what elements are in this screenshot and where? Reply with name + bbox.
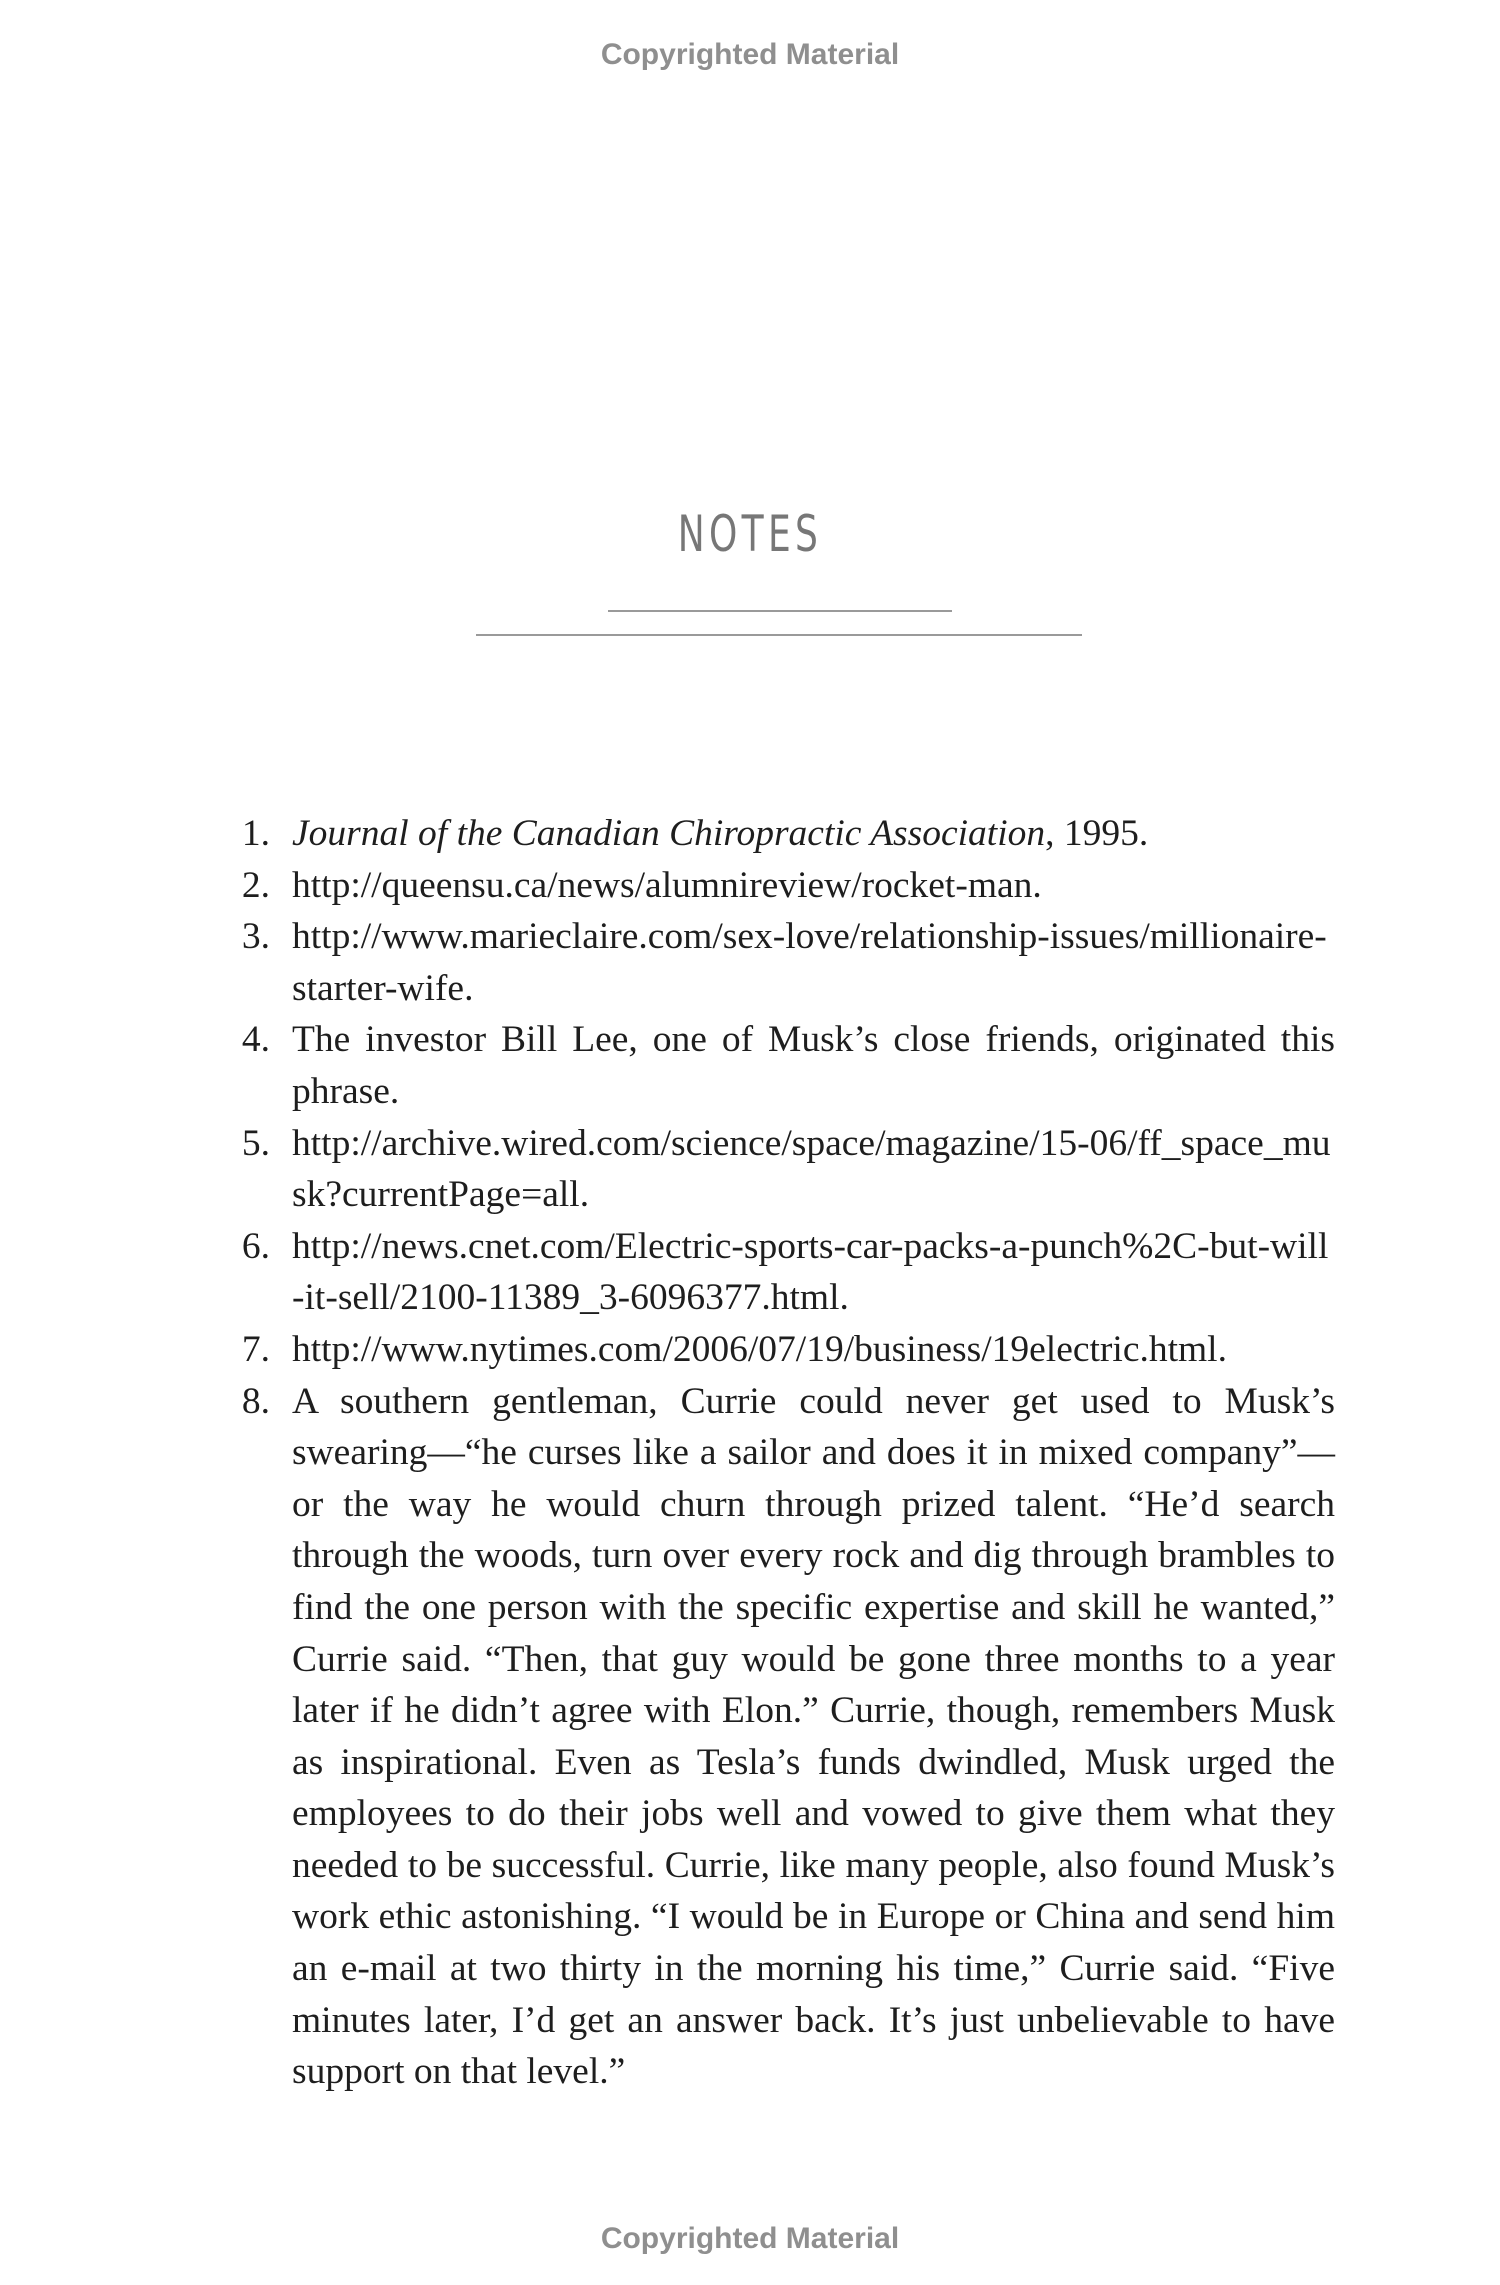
note-item-1: [232, 808, 1335, 860]
page-title: NOTES: [677, 505, 823, 563]
note-link[interactable]: http://www.marieclaire.com/sex-love/relationship-issues/millionaire-starter-wife.: [292, 916, 1327, 1009]
note-link[interactable]: http://queensu.ca/news/alumnireview/rocket-man.: [292, 864, 1042, 906]
journal-title: Journal of the Canadian Chiropractic Association: [292, 813, 1046, 854]
title-rule-short: [608, 610, 952, 612]
note-link[interactable]: http://www.nytimes.com/2006/07/19/business/19electric.html.: [292, 1328, 1227, 1370]
note-number: 7.: [241, 1328, 270, 1370]
note-number: 3.: [241, 916, 270, 958]
note-text: The investor Bill Lee, one of Musk’s close friends, originated this phrase.: [292, 1019, 1335, 1112]
note-item-4: [232, 1014, 1335, 1117]
note-item-6: [232, 1221, 1335, 1324]
note-item-8: [232, 1376, 1335, 2098]
note-item-7: [232, 1324, 1335, 1376]
copyright-watermark-bottom: Copyrighted Material: [600, 2222, 900, 2255]
copyright-watermark-top: Copyrighted Material: [600, 38, 900, 71]
note-number: 5.: [241, 1122, 270, 1164]
note-item-2: [232, 860, 1335, 912]
title-rule-long: [476, 634, 1082, 636]
note-link[interactable]: http://archive.wired.com/science/space/magazine/15-06/ff_space_musk?currentPage=all.: [292, 1122, 1331, 1216]
notes-list: [232, 808, 1335, 2098]
note-number: 2.: [241, 864, 270, 906]
note-number: 1.: [241, 813, 270, 854]
note-item-3: [232, 911, 1335, 1014]
note-text-tail: , 1995.: [1045, 813, 1149, 854]
note-number: 6.: [241, 1225, 270, 1267]
note-text: A southern gentleman, Currie could never get used to Musk’s swearing—“he curses like a sailor and does it in mixed company”—or the way he would churn through prized talent. “He’d search through the woods, turn over every rock and dig through brambles to find the one person with the specific expertise and skill he wanted,” Currie said. “Then, that guy would be gone three months to a year later if he didn’t agree with Elon.” Currie, though, remembers Musk as inspirational. Even as Tesla’s funds dwindled, Musk urged the employees to do their jobs well and vowed to give them what they needed to be successful. Currie, like many people, also found Musk’s work ethic astonishing. “I would be in Europe or China and send him an e-mail at two thirty in the morning his time,” Currie said. “Five minutes later, I’d get an answer back. It’s just unbelievable to have support on that level.”: [292, 1380, 1335, 2093]
note-number: 4.: [241, 1019, 270, 1061]
note-link[interactable]: http://news.cnet.com/Electric-sports-car-packs-a-punch%2C-but-will-it-sell/2100-11389_3-6096377.html.: [292, 1225, 1329, 1319]
note-number: 8.: [241, 1380, 270, 1422]
note-item-5: [232, 1118, 1335, 1221]
note-text: [292, 808, 1335, 860]
